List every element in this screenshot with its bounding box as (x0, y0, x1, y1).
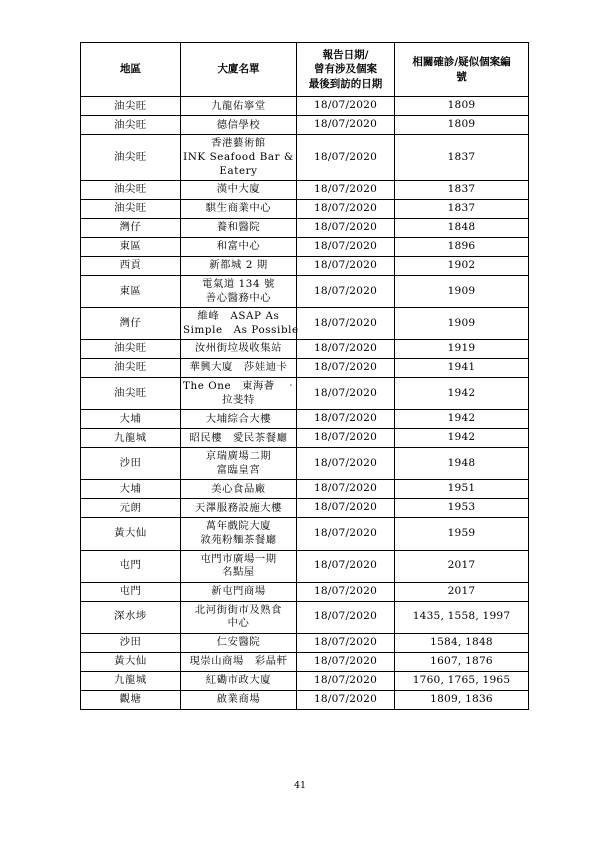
cell-district-line: 油尖旺 (114, 183, 147, 196)
table-row (81, 200, 529, 219)
cell-case-number (395, 690, 529, 709)
cell-case-number (395, 275, 529, 307)
cell-building (181, 690, 297, 709)
cell-case-number-line: 1435, 1558, 1997 (412, 610, 511, 623)
cell-district (81, 257, 181, 276)
cell-case-number (395, 499, 529, 518)
cell-date (297, 550, 395, 582)
cell-district (81, 550, 181, 582)
cell-date (297, 238, 395, 257)
cell-case-number-line: 1948 (447, 456, 476, 469)
cell-building-line: 養和醫院 (216, 221, 261, 234)
cell-district-line: 沙田 (119, 457, 142, 470)
cell-case-number-line: 1942 (447, 412, 476, 425)
table-row (81, 378, 529, 410)
cell-date (297, 181, 395, 200)
cell-case-number-line: 1953 (447, 501, 476, 514)
table-row (81, 671, 529, 690)
column-header-line: 相關確診/疑似個案編 (412, 56, 511, 69)
cell-date-line: 18/07/2020 (313, 412, 378, 425)
cell-case-number (395, 652, 529, 671)
cell-date-line: 18/07/2020 (313, 284, 378, 297)
cell-case-number (395, 633, 529, 652)
cell-case-number (395, 359, 529, 378)
cell-building-line: 北河街街市及熟食 (194, 603, 283, 616)
cell-district (81, 633, 181, 652)
cell-district-line: 油尖旺 (114, 99, 147, 112)
cell-case-number (395, 518, 529, 550)
cell-district (81, 480, 181, 499)
cell-district-line: 東區 (119, 240, 142, 253)
cell-district-line: 深水埗 (114, 610, 147, 623)
cell-district (81, 359, 181, 378)
cell-building (181, 410, 297, 429)
cell-building-line: The One 東海薈 ‧ (183, 380, 297, 393)
cell-date-line: 18/07/2020 (313, 610, 378, 623)
cell-district-line: 黃大仙 (114, 655, 147, 667)
cell-date-line: 18/07/2020 (313, 202, 378, 215)
cell-case-number-line: 1848 (447, 221, 476, 234)
cell-building-line: 漢中大廈 (216, 183, 261, 196)
cell-district (81, 652, 181, 671)
cell-case-number (395, 601, 529, 633)
cell-case-number-line: 1941 (447, 361, 476, 374)
cell-date (297, 378, 395, 410)
cell-date-line: 18/07/2020 (313, 692, 378, 705)
table-row (81, 633, 529, 652)
cell-district-line: 九龍城 (114, 673, 147, 686)
cell-case-number-line: 1919 (447, 342, 476, 355)
cell-district-line: 油尖旺 (114, 387, 147, 399)
cell-district-line: 油尖旺 (114, 361, 147, 374)
table-row (81, 582, 529, 601)
cell-date (297, 340, 395, 359)
cell-case-number-line: 1902 (447, 259, 476, 271)
cell-district (81, 378, 181, 410)
cell-building (181, 340, 297, 359)
cell-building-line: 和富中心 (216, 240, 261, 253)
cell-case-number-line: 1809 (447, 118, 476, 131)
cell-case-number (395, 308, 529, 340)
cell-date-line: 18/07/2020 (313, 118, 378, 131)
table-row (81, 340, 529, 359)
cell-building (181, 275, 297, 307)
cell-district-line: 東區 (119, 284, 142, 297)
table-row (81, 499, 529, 518)
column-header-case-number (395, 43, 529, 97)
cell-date (297, 429, 395, 448)
table-row (81, 550, 529, 582)
cell-date (297, 652, 395, 671)
building-list-table-container (80, 42, 528, 710)
cell-building-line: 大埔綜合大樓 (205, 412, 272, 425)
cell-date (297, 671, 395, 690)
cell-district-line: 大埔 (119, 482, 142, 495)
table-row (81, 652, 529, 671)
cell-date (297, 480, 395, 499)
cell-date (297, 410, 395, 429)
table-header-row (81, 43, 529, 97)
cell-date-line: 18/07/2020 (313, 559, 378, 572)
cell-district-line: 屯門 (119, 559, 142, 572)
cell-district (81, 181, 181, 200)
cell-building-line: Eatery (219, 164, 258, 177)
table-row (81, 480, 529, 499)
cell-case-number-line: 1837 (447, 183, 476, 196)
cell-district (81, 200, 181, 219)
column-header-line: 報告日期/ (322, 49, 369, 61)
cell-building-line: 電氣道 134 號 (202, 277, 275, 290)
cell-district-line: 西貢 (119, 259, 142, 272)
cell-building-line: Simple As Possible (183, 323, 299, 336)
cell-district (81, 238, 181, 257)
cell-case-number-line: 1809, 1836 (430, 692, 493, 705)
cell-district (81, 116, 181, 135)
cell-date (297, 633, 395, 652)
cell-case-number-line: 1942 (447, 431, 476, 444)
cell-district (81, 499, 181, 518)
cell-case-number (395, 671, 529, 690)
cell-district-line: 大埔 (119, 412, 142, 425)
cell-building (181, 378, 297, 410)
cell-district (81, 97, 181, 116)
cell-date (297, 582, 395, 601)
cell-district (81, 219, 181, 238)
cell-district (81, 448, 181, 480)
cell-date-line: 18/07/2020 (313, 221, 378, 234)
table-row (81, 410, 529, 429)
cell-case-number (395, 340, 529, 359)
cell-case-number-line: 1809 (447, 99, 476, 112)
table-row (81, 238, 529, 257)
cell-building-line: 富臨皇宮 (216, 463, 261, 476)
cell-building-line: 美心食品廠 (211, 482, 266, 495)
column-header-district (81, 43, 181, 97)
cell-date (297, 275, 395, 307)
cell-building-line: 敘苑粉麵茶餐廳 (200, 533, 277, 546)
cell-building-line: 善心醫務中心 (205, 291, 272, 304)
cell-building (181, 135, 297, 181)
cell-building-line: 仁安醫院 (216, 636, 261, 649)
table-row (81, 518, 529, 550)
cell-date-line: 18/07/2020 (313, 431, 378, 444)
cell-date (297, 219, 395, 238)
cell-district (81, 690, 181, 709)
building-list-table (80, 42, 529, 710)
cell-building (181, 181, 297, 200)
cell-case-number (395, 135, 529, 181)
cell-district-line: 黃大仙 (114, 527, 147, 540)
cell-date-line: 18/07/2020 (313, 584, 378, 597)
cell-district (81, 582, 181, 601)
cell-district (81, 275, 181, 307)
page-number: 41 (293, 780, 307, 791)
cell-building-line: 香港藝術館 (211, 137, 266, 150)
cell-case-number (395, 448, 529, 480)
cell-date-line: 18/07/2020 (313, 482, 378, 495)
cell-date-line: 18/07/2020 (313, 259, 378, 271)
column-header-line: 最後到訪的日期 (308, 77, 383, 90)
column-header-line: 曾有涉及個案 (314, 63, 377, 76)
cell-case-number (395, 181, 529, 200)
cell-case-number (395, 410, 529, 429)
table-row (81, 601, 529, 633)
cell-building-line: 維峰 ASAP As (197, 310, 280, 323)
cell-building (181, 97, 297, 116)
cell-building (181, 480, 297, 499)
cell-building-line: 中心 (227, 617, 250, 630)
cell-case-number (395, 238, 529, 257)
cell-case-number-line: 1942 (447, 386, 476, 399)
cell-building-line: 京瑞廣場二期 (205, 450, 272, 463)
cell-case-number (395, 480, 529, 499)
cell-building-line: INK Seafood Bar & (183, 150, 294, 163)
table-row (81, 359, 529, 378)
cell-date (297, 690, 395, 709)
cell-building-line: 華興大廈 莎娃迪卡 (189, 361, 288, 374)
column-header-line: 大廈名單 (217, 63, 260, 76)
cell-building (181, 429, 297, 448)
table-body (81, 97, 529, 709)
table-row (81, 275, 529, 307)
cell-date-line: 18/07/2020 (313, 316, 378, 329)
cell-case-number (395, 97, 529, 116)
cell-building (181, 116, 297, 135)
cell-date (297, 518, 395, 550)
cell-case-number-line: 1951 (447, 482, 476, 495)
cell-date (297, 135, 395, 181)
cell-building (181, 200, 297, 219)
cell-case-number-line: 1584, 1848 (430, 635, 493, 648)
cell-case-number (395, 550, 529, 582)
cell-date-line: 18/07/2020 (313, 673, 378, 686)
cell-date-line: 18/07/2020 (313, 183, 378, 196)
cell-building (181, 633, 297, 652)
cell-case-number-line: 1837 (447, 202, 476, 215)
cell-date-line: 18/07/2020 (313, 150, 378, 163)
table-header (81, 43, 529, 97)
cell-building-line: 拉斐特 (222, 393, 255, 406)
cell-district-line: 灣仔 (119, 316, 142, 329)
cell-district (81, 518, 181, 550)
cell-building (181, 308, 297, 340)
cell-building (181, 238, 297, 257)
cell-district-line: 沙田 (119, 636, 142, 649)
cell-building-line: 新都城 2 期 (209, 259, 268, 272)
column-header-line: 號 (456, 70, 467, 83)
cell-building (181, 582, 297, 601)
cell-case-number (395, 378, 529, 410)
cell-case-number-line: 1959 (447, 527, 476, 539)
table-row (81, 219, 529, 238)
cell-case-number-line: 2017 (447, 584, 476, 597)
cell-building-line: 現崇山商場 彩晶軒 (189, 655, 288, 667)
cell-date-line: 18/07/2020 (313, 456, 378, 469)
cell-case-number-line: 1909 (447, 284, 476, 297)
cell-building-line: 騏生商業中心 (205, 202, 272, 215)
cell-building-line: 昭民樓 愛民茶餐廳 (189, 431, 288, 444)
table-row (81, 690, 529, 709)
cell-building (181, 652, 297, 671)
cell-case-number (395, 116, 529, 135)
cell-date (297, 448, 395, 480)
cell-building (181, 219, 297, 238)
cell-district-line: 油尖旺 (114, 118, 147, 131)
cell-building-line: 天澤服務設施大樓 (194, 501, 283, 514)
column-header-building (181, 43, 297, 97)
cell-building (181, 550, 297, 582)
cell-case-number (395, 429, 529, 448)
cell-date-line: 18/07/2020 (313, 99, 378, 112)
cell-building-line: 德信學校 (216, 118, 261, 131)
cell-building-line: 名點屋 (222, 566, 255, 579)
cell-case-number-line: 1896 (447, 240, 476, 253)
cell-date (297, 601, 395, 633)
cell-building (181, 499, 297, 518)
cell-date-line: 18/07/2020 (313, 635, 378, 648)
cell-building (181, 518, 297, 550)
cell-date-line: 18/07/2020 (313, 342, 378, 355)
cell-date-line: 18/07/2020 (313, 386, 378, 399)
cell-case-number (395, 257, 529, 276)
cell-district-line: 油尖旺 (114, 150, 147, 163)
cell-district (81, 135, 181, 181)
table-row (81, 257, 529, 276)
cell-building (181, 257, 297, 276)
cell-district (81, 308, 181, 340)
table-row (81, 135, 529, 181)
cell-date-line: 18/07/2020 (313, 527, 378, 539)
cell-case-number-line: 1837 (447, 150, 476, 163)
cell-case-number-line: 2017 (447, 559, 476, 572)
cell-date (297, 257, 395, 276)
cell-building-line: 萬年戲院大廈 (205, 520, 272, 533)
cell-building (181, 359, 297, 378)
cell-district-line: 油尖旺 (114, 202, 147, 215)
cell-district-line: 九龍城 (114, 431, 147, 444)
cell-date (297, 308, 395, 340)
cell-date (297, 200, 395, 219)
cell-building-line: 啟業商場 (216, 692, 261, 705)
cell-district-line: 觀塘 (119, 692, 142, 705)
cell-building-line: 汝州街垃圾收集站 (194, 342, 283, 355)
cell-district (81, 340, 181, 359)
table-row (81, 181, 529, 200)
cell-building-line: 新屯門商場 (211, 584, 266, 597)
table-row (81, 97, 529, 116)
cell-district-line: 屯門 (119, 584, 142, 597)
cell-building (181, 601, 297, 633)
table-row (81, 116, 529, 135)
cell-building (181, 448, 297, 480)
cell-district (81, 601, 181, 633)
cell-district-line: 元朗 (119, 501, 142, 514)
table-row (81, 448, 529, 480)
table-row (81, 308, 529, 340)
cell-building-line: 九龍佑寧堂 (211, 99, 266, 112)
cell-building-line: 屯門市廣場一期 (200, 552, 277, 565)
table-row (81, 429, 529, 448)
cell-building (181, 671, 297, 690)
cell-district (81, 410, 181, 429)
cell-case-number (395, 582, 529, 601)
cell-case-number-line: 1909 (447, 316, 476, 329)
cell-district-line: 油尖旺 (114, 342, 147, 355)
cell-building-line: 紅磡市政大廈 (205, 673, 272, 686)
cell-date (297, 359, 395, 378)
cell-case-number-line: 1607, 1876 (430, 654, 493, 667)
column-header-line: 地區 (120, 63, 141, 76)
cell-date-line: 18/07/2020 (313, 240, 378, 253)
cell-district-line: 灣仔 (119, 221, 142, 234)
cell-district (81, 671, 181, 690)
cell-district (81, 429, 181, 448)
cell-date-line: 18/07/2020 (313, 501, 378, 514)
cell-date (297, 97, 395, 116)
cell-case-number (395, 200, 529, 219)
cell-case-number-line: 1760, 1765, 1965 (412, 673, 511, 686)
cell-date-line: 18/07/2020 (313, 654, 378, 667)
column-header-date (297, 43, 395, 97)
cell-date (297, 499, 395, 518)
cell-date-line: 18/07/2020 (313, 361, 378, 374)
cell-date (297, 116, 395, 135)
cell-case-number (395, 219, 529, 238)
